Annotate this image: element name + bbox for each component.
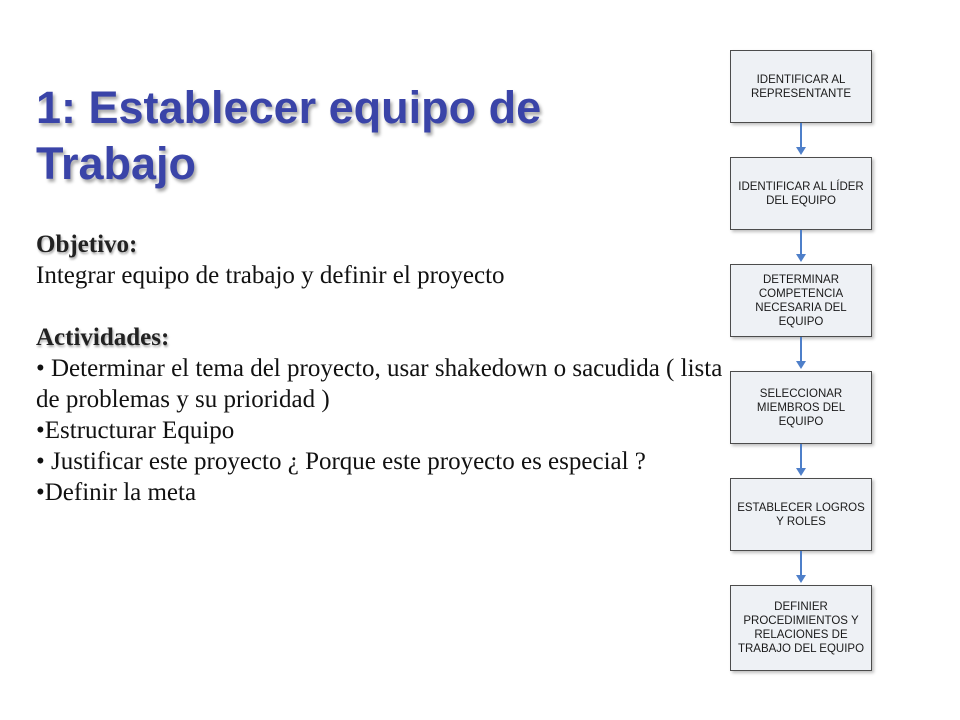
activity-item: •Definir la meta [36, 479, 197, 506]
activity-item: •Estructurar Equipo [36, 417, 235, 444]
flow-step-establish-goals: ESTABLECER LOGROS Y ROLES [730, 478, 872, 551]
arrow-down-icon [796, 147, 806, 155]
objective-heading: Objetivo: [36, 231, 138, 258]
arrow-down-icon [796, 468, 806, 476]
objective-text: Integrar equipo de trabajo y definir el proyecto [36, 262, 505, 289]
activities-heading: Actividades: [36, 324, 170, 351]
flow-arrow [800, 551, 802, 576]
arrow-down-icon [796, 254, 806, 262]
arrow-down-icon [796, 361, 806, 369]
flow-arrow [800, 444, 802, 469]
flow-step-define-procedures: DEFINIER PROCEDIMIENTOS Y RELACIONES DE TRABAJO DEL EQUIPO [730, 585, 872, 671]
activity-item: • Determinar el tema del proyecto, usar shakedown o sacudida ( lista de problemas y su prioridad ) [36, 355, 723, 413]
flow-step-determine-competence: DETERMINAR COMPETENCIA NECESARIA DEL EQUIPO [730, 264, 872, 337]
flow-arrow [800, 123, 802, 148]
slide-title: 1: Establecer equipo de Trabajo [36, 82, 542, 189]
slide-content [36, 229, 726, 508]
flow-step-select-members: SELECCIONAR MIEMBROS DEL EQUIPO [730, 371, 872, 444]
flow-arrow [800, 337, 802, 362]
activity-item: • Justificar este proyecto ¿ Porque este proyecto es especial ? [36, 448, 646, 475]
spacer [36, 291, 726, 322]
flow-arrow [800, 230, 802, 255]
flow-step-identify-representative: IDENTIFICAR AL REPRESENTANTE [730, 50, 872, 123]
flow-step-identify-leader: IDENTIFICAR AL LÍDER DEL EQUIPO [730, 157, 872, 230]
arrow-down-icon [796, 575, 806, 583]
